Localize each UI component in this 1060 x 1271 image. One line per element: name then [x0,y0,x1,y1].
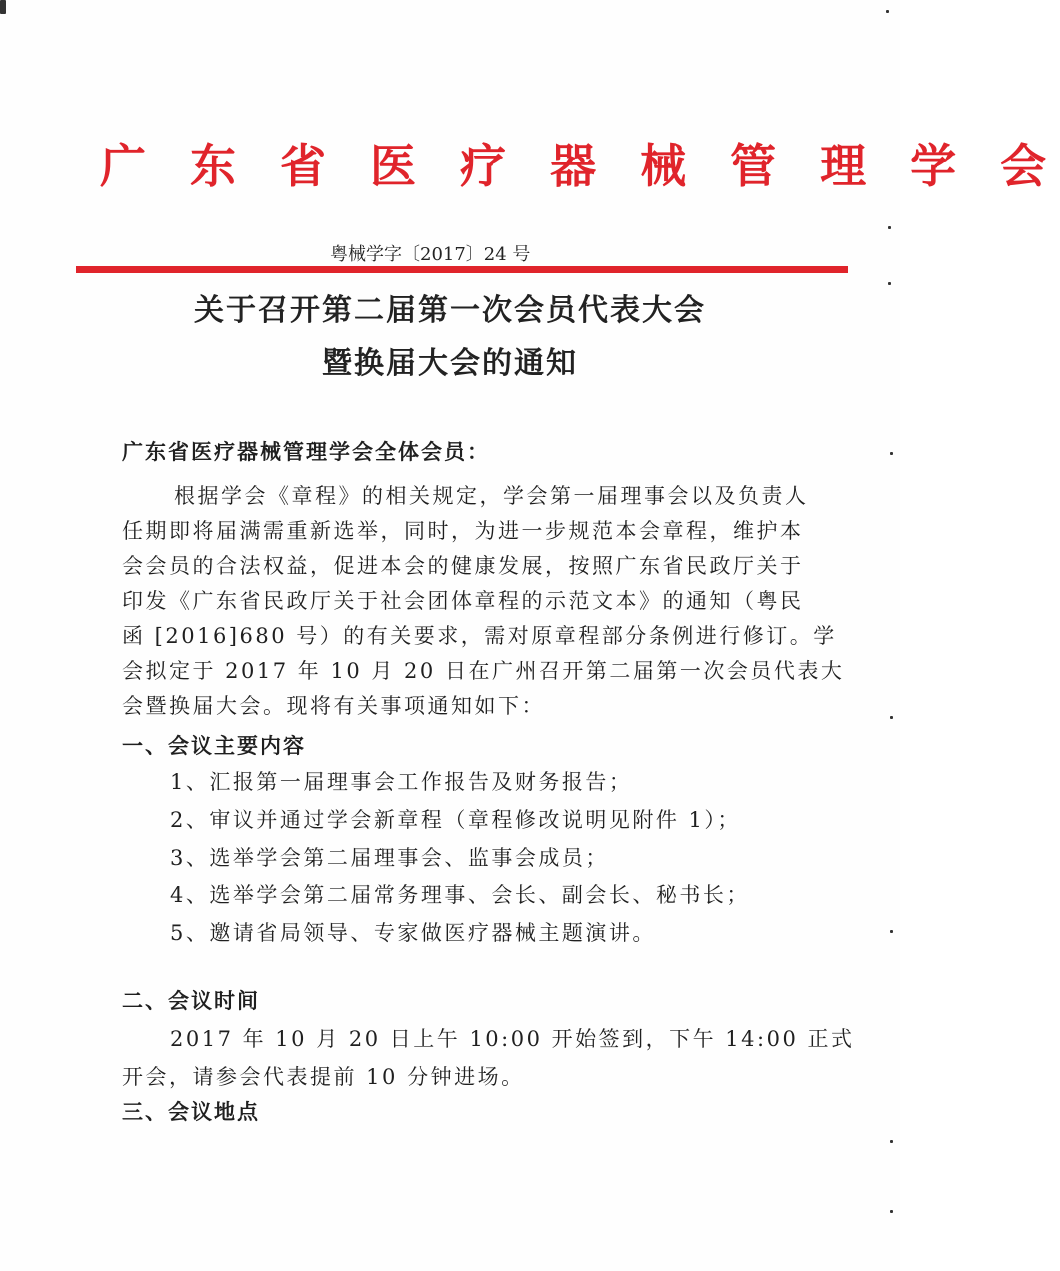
notice-title-line-1: 关于召开第二届第一次会员代表大会 [194,293,706,328]
section-2-line: 开会，请参会代表提前 10 分钟进场。 [122,1065,525,1089]
intro-line: 会会员的合法权益，促进本会的健康发展，按照广东省民政厅关于 [122,554,804,578]
intro-line: 根据学会《章程》的相关规定，学会第一届理事会以及负责人 [174,484,809,508]
section-1-item: 1、汇报第一届理事会工作报告及财务报告； [170,770,633,794]
scan-edge-mark [0,0,6,14]
intro-line: 会拟定于 2017 年 10 月 20 日在广州召开第二届第一次会员代表大 [122,659,845,683]
scan-speck [888,226,891,229]
scan-speck [886,10,889,13]
org-letterhead-title: 广 东 省 医 疗 器 械 管 理 学 会 [100,139,1060,193]
section-3-heading: 三、会议地点 [122,1100,260,1124]
section-1-heading: 一、会议主要内容 [122,734,306,758]
document-number: 粤械学字〔2017〕24 号 [330,244,531,265]
letterhead-red-rule [76,266,848,273]
intro-line: 函 [2016]680 号）的有关要求，需对原章程部分条例进行修订。学 [122,624,837,648]
scan-speck [890,452,893,455]
scan-speck [888,282,891,285]
notice-title-line-2: 暨换届大会的通知 [322,346,578,381]
section-1-item: 3、选举学会第二届理事会、监事会成员； [170,846,609,870]
section-1-item: 4、选举学会第二届常务理事、会长、副会长、秘书长； [170,883,750,907]
intro-line: 印发《广东省民政厅关于社会团体章程的示范文本》的通知（粤民 [122,589,804,613]
scan-speck [890,716,893,719]
scan-speck [890,1140,893,1143]
section-2-heading: 二、会议时间 [122,989,260,1013]
scan-speck [890,930,893,933]
section-1-item: 2、审议并通过学会新章程（章程修改说明见附件 1）； [170,808,741,832]
section-1-item: 5、邀请省局领导、专家做医疗器械主题演讲。 [170,921,656,945]
intro-line: 任期即将届满需重新选举，同时，为进一步规范本会章程，维护本 [122,519,804,543]
salutation: 广东省医疗器械管理学会全体会员： [122,440,490,464]
scan-speck [890,1210,893,1213]
section-2-line: 2017 年 10 月 20 日上午 10:00 开始签到，下午 14:00 正式 [170,1027,855,1051]
intro-line: 会暨换届大会。现将有关事项通知如下： [122,694,545,718]
